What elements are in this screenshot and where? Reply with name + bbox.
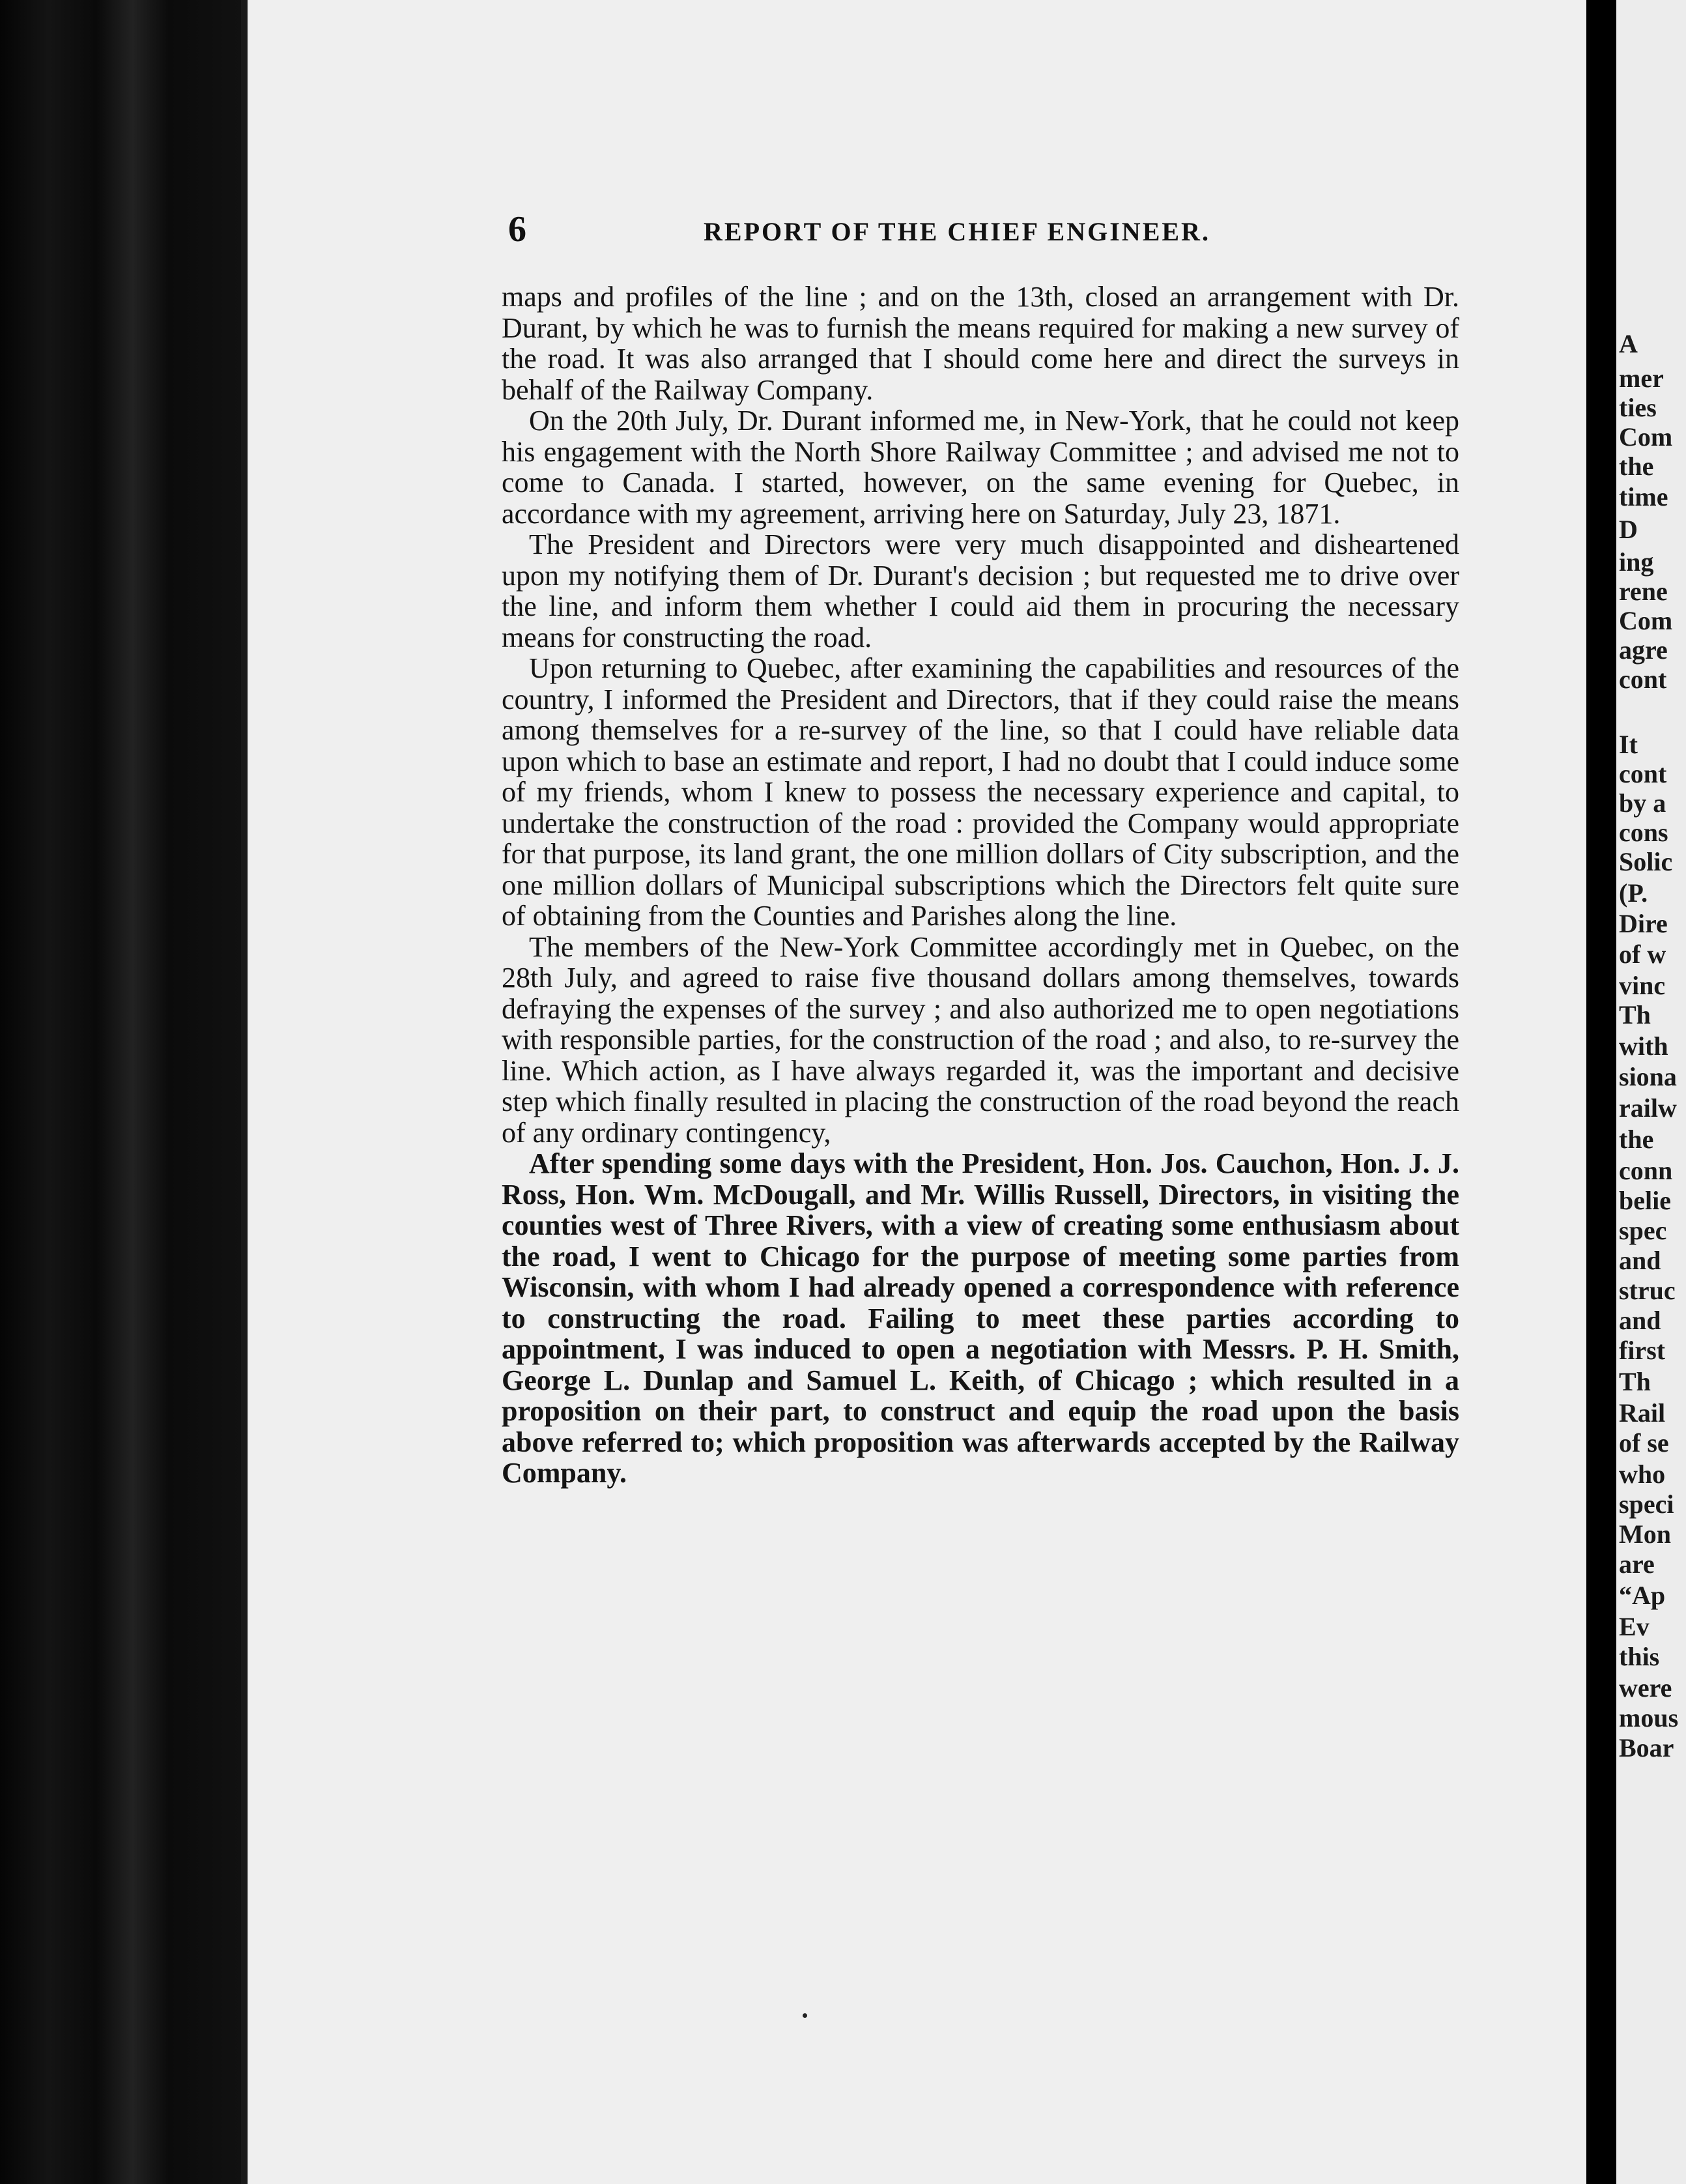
facing-page-fragment: (P. [1619,878,1648,908]
facing-page-fragment: this [1619,1642,1660,1671]
page-number: 6 [508,209,526,250]
facing-page-fragment: “Ap [1619,1581,1666,1610]
book-spine-edge [0,0,241,2184]
facing-page-fragment: speci [1619,1489,1674,1519]
facing-page-fragment: who [1619,1459,1666,1489]
facing-page-fragment: cons [1619,818,1668,847]
facing-page-fragment: Solic [1619,847,1673,876]
facing-page-fragment: with [1619,1031,1668,1061]
facing-page-fragment: vinc [1619,971,1666,1000]
facing-page-fragment: siona [1619,1062,1677,1091]
facing-page-fragment: Com [1619,422,1673,452]
facing-page-fragment: first [1619,1336,1666,1365]
paragraph: The President and Directors were very much disappointed and disheartened upon my notifying them of Dr. Durant's decision ; but requested me to drive over the line, and inform them whether I could aid them in procuring the necessary means for constructing the road. [502,528,1459,654]
body-text [502,281,1459,1489]
facing-page-fragment: Boar [1619,1733,1674,1762]
facing-page-fragment: were [1619,1673,1672,1703]
facing-page-fragment: rene [1619,577,1668,606]
facing-page-fragment: belie [1619,1186,1671,1215]
facing-page-fragment: mer [1619,364,1664,393]
facing-page-fragment: time [1619,482,1668,511]
facing-page-fragment: spec [1619,1216,1667,1245]
book-gutter [1586,0,1616,2184]
facing-page-fragment: It [1619,730,1638,759]
ink-speck [803,2013,807,2018]
facing-page-fragment: ties [1619,393,1657,422]
facing-page-fragment: agre [1619,635,1668,665]
running-title: REPORT OF THE CHIEF ENGINEER. [704,217,1210,246]
paragraph: The members of the New-York Committee accordingly met in Quebec, on the 28th July, and agreed to raise five thousand dollars among themselves, towards defraying the expenses of the survey ; and also authorized me to open negotiations with responsible parties, for the construction of the road ; and also, to re-survey the line. Which action, as I have always regarded it, was the important and decisive step which finally resulted in placing the construction of the road beyond the reach of any ordinary contingency, [502,930,1459,1149]
facing-page-fragment: and [1619,1246,1661,1275]
facing-page-fragment: railw [1619,1093,1677,1123]
facing-page-fragment: mous [1619,1703,1679,1732]
facing-page-fragment: of w [1619,940,1666,969]
paragraph: Upon returning to Quebec, after examining the capabilities and resources of the country, I informed the President and Directors, that if they could raise the means among themselves for a re-survey of the line, so that I could have reliable data upon which to base an estimate and report, I had no doubt that I could induce some of my friends, whom I knew to possess the necessary experience and capital, to undertake the construction of the road : provided the Company would appropriate for that purpose, its land grant, the one million dollars of City subscription, and the one million dollars of Municipal subscriptions which the Directors felt quite sure of obtaining from the Counties and Parishes along the line. [502,652,1459,932]
facing-page-fragment: Com [1619,606,1673,635]
facing-page-fragment: Th [1619,1367,1651,1396]
facing-page-fragment: the [1619,452,1654,481]
facing-page-fragment: Ev [1619,1612,1650,1641]
facing-page-fragment: struc [1619,1276,1676,1305]
facing-page-fragment: cont [1619,665,1667,694]
facing-page-fragment: conn [1619,1156,1673,1185]
facing-page-fragment: Mon [1619,1519,1671,1549]
facing-page-fragment: by a [1619,788,1666,818]
facing-page-edge [1616,0,1686,2184]
facing-page-fragment: and [1619,1306,1661,1335]
facing-page-fragment: of se [1619,1428,1669,1458]
facing-page-fragment: A [1619,329,1638,358]
facing-page-fragment: ing [1619,547,1654,577]
paragraph: After spending some days with the President, Hon. Jos. Cauchon, Hon. J. J. Ross, Hon. Wm. McDougall, and Mr. Willis Russell, Directors, in visiting the counties west of Three Rivers, with a view of creating some enthusiasm about the road, I went to Chicago for the purpose of meeting some parties from Wisconsin, with whom I had already opened a correspondence with reference to constructing the road. Failing to meet these parties according to appointment, I was induced to open a negotiation with Messrs. P. H. Smith, George L. Dunlap and Samuel L. Keith, of Chicago ; which resulted in a proposition on their part, to construct and equip the road upon the basis above referred to; which proposition was afterwards accepted by the Railway Company. [502,1147,1459,1489]
facing-page-fragment: D [1619,515,1638,544]
facing-page-fragment: Rail [1619,1398,1666,1428]
facing-page-fragment: the [1619,1125,1654,1154]
facing-page-fragment: Dire [1619,909,1668,938]
paragraph: On the 20th July, Dr. Durant informed me, in New-York, that he could not keep his engagement with the North Shore Railway Committee ; and advised me not to come to Canada. I started, however, on the same evening for Quebec, in accordance with my agreement, arriving here on Saturday, July 23, 1871. [502,405,1459,530]
paragraph: maps and profiles of the line ; and on the 13th, closed an arrangement with Dr. Durant, by which he was to furnish the means required for making a new survey of the road. It was also arranged that I should come here and direct the surveys in behalf of the Railway Company. [502,281,1459,406]
facing-page-fragment: are [1619,1549,1655,1579]
facing-page-fragment: Th [1619,1000,1651,1029]
facing-page-fragment: cont [1619,759,1667,788]
